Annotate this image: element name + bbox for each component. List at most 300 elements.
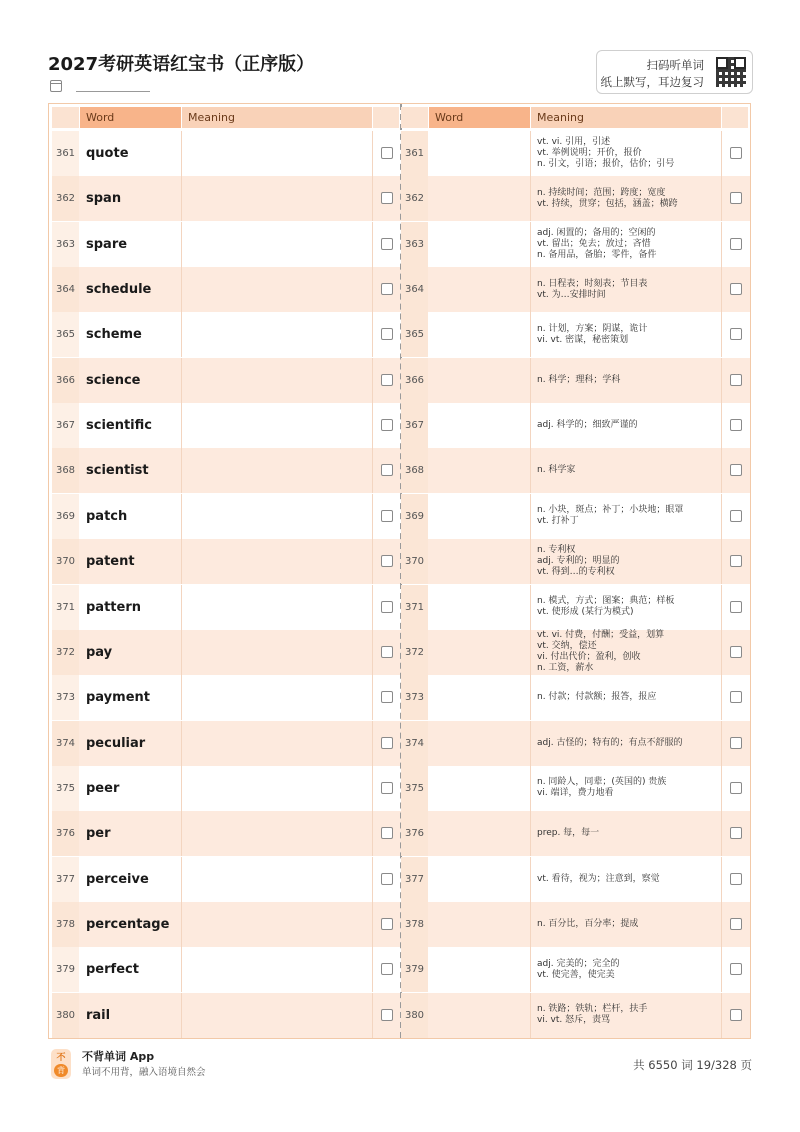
row-number: 361 bbox=[404, 148, 425, 159]
cell-separator bbox=[372, 267, 373, 312]
cell-separator bbox=[372, 857, 373, 902]
cell-separator bbox=[530, 766, 531, 811]
cell-separator bbox=[721, 993, 722, 1038]
row-number: 374 bbox=[404, 737, 425, 749]
row-number: 372 bbox=[55, 646, 76, 658]
row-number: 371 bbox=[55, 601, 76, 613]
cell-separator bbox=[530, 630, 531, 675]
meaning-line: vt. 持续，贯穿；包括，涵盖；横跨 bbox=[537, 198, 678, 209]
word-text: scientific bbox=[86, 418, 152, 434]
checkbox[interactable] bbox=[730, 283, 742, 295]
meaning-line: vt. 打补丁 bbox=[537, 516, 579, 527]
checkbox[interactable] bbox=[730, 419, 742, 431]
meaning-line: n. 小块，斑点；补丁；小块地；眼罩 bbox=[537, 505, 684, 516]
row-number: 380 bbox=[55, 1009, 76, 1021]
cell-separator bbox=[372, 494, 373, 539]
meaning-line: vt. vi. 引用，引述 bbox=[537, 137, 611, 147]
meaning-line: n. 专利权 bbox=[537, 545, 576, 556]
row-number: 366 bbox=[55, 374, 76, 386]
meaning-line: vt. 看待，视为；注意到，察觉 bbox=[537, 873, 660, 884]
row-number: 372 bbox=[404, 646, 425, 658]
row-number: 362 bbox=[55, 193, 76, 205]
date-row bbox=[50, 80, 150, 92]
meaning-text bbox=[537, 494, 719, 539]
word-row bbox=[52, 403, 401, 448]
meaning-line: n. 计划，方案；阴谋，诡计 bbox=[537, 323, 648, 334]
cell-separator bbox=[530, 857, 531, 902]
meaning-text bbox=[537, 176, 719, 221]
cell-separator bbox=[721, 539, 722, 584]
cell-separator bbox=[721, 630, 722, 675]
row-number: 361 bbox=[55, 148, 76, 159]
meaning-line: vt. 举例说明；开价，报价 bbox=[537, 148, 642, 158]
meaning-line: adj. 闲置的；备用的；空闲的 bbox=[537, 227, 656, 238]
row-number: 379 bbox=[55, 964, 76, 976]
checkbox[interactable] bbox=[730, 555, 742, 567]
cell-separator bbox=[530, 539, 531, 584]
word-row bbox=[52, 721, 401, 766]
header-word: Word bbox=[429, 107, 530, 128]
cell-separator bbox=[372, 358, 373, 403]
cell-separator bbox=[181, 222, 182, 267]
word-row bbox=[52, 630, 401, 675]
word-text: scientist bbox=[86, 463, 149, 479]
checkbox[interactable] bbox=[730, 918, 742, 930]
checkbox[interactable] bbox=[381, 782, 393, 794]
meaning-line: n. 百分比，百分率；提成 bbox=[537, 918, 639, 929]
cell-separator bbox=[372, 766, 373, 811]
qr-card[interactable] bbox=[596, 50, 753, 94]
meaning-line: n. 工资，薪水 bbox=[537, 663, 594, 674]
cell-separator bbox=[372, 947, 373, 992]
cell-separator bbox=[530, 267, 531, 312]
cell-separator bbox=[530, 993, 531, 1038]
meaning-row bbox=[401, 857, 750, 902]
meaning-line: vt. 使形成 (某行为模式) bbox=[537, 607, 634, 617]
cell-separator bbox=[721, 675, 722, 720]
row-number: 364 bbox=[55, 284, 76, 296]
cell-separator bbox=[181, 947, 182, 992]
meaning-row bbox=[401, 811, 750, 856]
checkbox[interactable] bbox=[381, 873, 393, 885]
cell-separator bbox=[721, 267, 722, 312]
cell-separator bbox=[372, 993, 373, 1038]
word-text: span bbox=[86, 191, 122, 207]
row-number: 378 bbox=[55, 918, 76, 930]
cell-separator bbox=[181, 811, 182, 856]
meaning-text bbox=[537, 312, 719, 357]
cell-separator bbox=[721, 947, 722, 992]
row-number: 370 bbox=[404, 556, 425, 568]
meaning-text bbox=[537, 403, 719, 448]
checkbox[interactable] bbox=[730, 737, 742, 749]
meaning-line: n. 引文，引语；报价，估价；引号 bbox=[537, 159, 675, 169]
row-number: 364 bbox=[404, 284, 425, 296]
cell-separator bbox=[372, 539, 373, 584]
page-title: 2027考研英语红宝书（正序版） bbox=[48, 54, 315, 75]
word-row bbox=[52, 993, 401, 1038]
word-text: per bbox=[86, 826, 111, 842]
meaning-text bbox=[537, 993, 719, 1038]
cell-separator bbox=[181, 721, 182, 766]
cell-separator bbox=[181, 585, 182, 630]
row-number: 366 bbox=[404, 374, 425, 386]
word-row bbox=[52, 131, 401, 176]
meaning-line: vt. 使完善，使完美 bbox=[537, 969, 615, 980]
word-row bbox=[52, 766, 401, 811]
row-number: 369 bbox=[404, 510, 425, 522]
word-text: patent bbox=[86, 554, 135, 570]
cell-separator bbox=[372, 312, 373, 357]
meaning-text bbox=[537, 267, 719, 312]
word-text: schedule bbox=[86, 282, 152, 298]
checkbox[interactable] bbox=[381, 464, 393, 476]
meaning-text bbox=[537, 947, 719, 992]
cell-separator bbox=[721, 585, 722, 630]
cell-separator bbox=[530, 721, 531, 766]
logo-bottom-char: 背 bbox=[54, 1064, 68, 1077]
meaning-row bbox=[401, 766, 750, 811]
qr-line-1: 扫码听单词 bbox=[646, 58, 704, 72]
row-number: 368 bbox=[55, 465, 76, 477]
cell-separator bbox=[721, 131, 722, 176]
checkbox[interactable] bbox=[381, 147, 393, 159]
row-number: 379 bbox=[404, 964, 425, 976]
checkbox[interactable] bbox=[730, 601, 742, 613]
meaning-line: adj. 完美的；完全的 bbox=[537, 958, 620, 969]
cell-separator bbox=[530, 811, 531, 856]
cell-separator bbox=[721, 721, 722, 766]
word-text: spare bbox=[86, 236, 128, 252]
meaning-text bbox=[537, 766, 719, 811]
checkbox[interactable] bbox=[730, 646, 742, 658]
meaning-line: n. 铁路；铁轨；栏杆，扶手 bbox=[537, 1004, 648, 1015]
cell-separator bbox=[181, 131, 182, 176]
row-number: 377 bbox=[404, 873, 425, 885]
cell-separator bbox=[181, 993, 182, 1038]
header-meaning: Meaning bbox=[182, 107, 372, 128]
meaning-row bbox=[401, 993, 750, 1038]
row-number: 373 bbox=[55, 692, 76, 704]
checkbox[interactable] bbox=[381, 192, 393, 204]
row-number: 367 bbox=[55, 420, 76, 432]
checkbox[interactable] bbox=[730, 827, 742, 839]
meaning-row bbox=[401, 176, 750, 221]
calendar-icon bbox=[50, 80, 62, 92]
meaning-line: n. 科学；理科；学科 bbox=[537, 374, 621, 385]
cell-separator bbox=[721, 902, 722, 947]
word-text: pattern bbox=[86, 599, 141, 615]
cell-separator bbox=[181, 539, 182, 584]
word-row bbox=[52, 902, 401, 947]
checkbox[interactable] bbox=[730, 963, 742, 975]
header-check-cell bbox=[722, 107, 748, 128]
cell-separator bbox=[181, 766, 182, 811]
row-number: 373 bbox=[404, 692, 425, 704]
meaning-line: vt. 得到…的专利权 bbox=[537, 567, 615, 578]
checkbox[interactable] bbox=[381, 1009, 393, 1021]
qr-code-icon[interactable] bbox=[716, 57, 746, 87]
cell-separator bbox=[721, 176, 722, 221]
cell-separator bbox=[372, 222, 373, 267]
checkbox[interactable] bbox=[381, 737, 393, 749]
cell-separator bbox=[530, 947, 531, 992]
meaning-row bbox=[401, 902, 750, 947]
cell-separator bbox=[372, 585, 373, 630]
checkbox[interactable] bbox=[381, 691, 393, 703]
meaning-text bbox=[537, 675, 719, 720]
cell-separator bbox=[181, 494, 182, 539]
row-number: 363 bbox=[404, 238, 425, 250]
meaning-row bbox=[401, 585, 750, 630]
meaning-line: adj. 科学的；细致严谨的 bbox=[537, 420, 638, 431]
row-number: 362 bbox=[404, 193, 425, 205]
cell-separator bbox=[530, 131, 531, 176]
row-number: 380 bbox=[404, 1009, 425, 1021]
word-row bbox=[52, 176, 401, 221]
meaning-text bbox=[537, 358, 719, 403]
word-row bbox=[52, 857, 401, 902]
cell-separator bbox=[721, 358, 722, 403]
meaning-line: vt. 交纳，偿还 bbox=[537, 641, 597, 652]
cell-separator bbox=[181, 857, 182, 902]
checkbox[interactable] bbox=[381, 510, 393, 522]
cell-separator bbox=[721, 811, 722, 856]
checkbox[interactable] bbox=[381, 283, 393, 295]
meaning-line: vi. vt. 密谋，秘密策划 bbox=[537, 334, 629, 345]
row-number: 365 bbox=[55, 329, 76, 341]
word-text: payment bbox=[86, 690, 150, 706]
cell-separator bbox=[181, 403, 182, 448]
meaning-row bbox=[401, 312, 750, 357]
checkbox[interactable] bbox=[381, 963, 393, 975]
row-number: 375 bbox=[404, 782, 425, 794]
cell-separator bbox=[372, 630, 373, 675]
checkbox[interactable] bbox=[730, 238, 742, 250]
page-info: 共 6550 词 19/328 页 bbox=[633, 1058, 752, 1072]
row-number: 375 bbox=[55, 782, 76, 794]
cell-separator bbox=[530, 902, 531, 947]
meaning-line: vt. 留出；免去；放过；吝惜 bbox=[537, 238, 651, 249]
app-logo bbox=[51, 1049, 71, 1079]
cell-separator bbox=[530, 176, 531, 221]
word-text: science bbox=[86, 372, 141, 388]
cell-separator bbox=[181, 675, 182, 720]
cell-separator bbox=[372, 448, 373, 493]
row-number: 371 bbox=[404, 601, 425, 613]
cell-separator bbox=[181, 448, 182, 493]
cell-separator bbox=[530, 403, 531, 448]
meaning-row bbox=[401, 539, 750, 584]
header-num-cell bbox=[401, 107, 428, 128]
cell-separator bbox=[721, 222, 722, 267]
meaning-line: adj. 专利的；明显的 bbox=[537, 556, 620, 567]
meaning-line: vi. 付出代价；盈利，创收 bbox=[537, 652, 641, 663]
word-row bbox=[52, 585, 401, 630]
meaning-text bbox=[537, 630, 719, 675]
meaning-line: n. 模式，方式；图案；典范；样板 bbox=[537, 596, 675, 606]
word-row bbox=[52, 358, 401, 403]
word-row bbox=[52, 267, 401, 312]
meaning-line: n. 日程表；时刻表；节目表 bbox=[537, 278, 648, 289]
meaning-text bbox=[537, 585, 719, 630]
cell-separator bbox=[721, 766, 722, 811]
checkbox[interactable] bbox=[381, 374, 393, 386]
cell-separator bbox=[181, 267, 182, 312]
checkbox[interactable] bbox=[381, 238, 393, 250]
cell-separator bbox=[530, 448, 531, 493]
checkbox[interactable] bbox=[381, 601, 393, 613]
meaning-text bbox=[537, 902, 719, 947]
cell-separator bbox=[530, 585, 531, 630]
row-number: 368 bbox=[404, 465, 425, 477]
word-row bbox=[52, 448, 401, 493]
meaning-text bbox=[537, 448, 719, 493]
word-row bbox=[52, 312, 401, 357]
cell-separator bbox=[372, 131, 373, 176]
meaning-text bbox=[537, 811, 719, 856]
meaning-row bbox=[401, 448, 750, 493]
cell-separator bbox=[721, 312, 722, 357]
checkbox[interactable] bbox=[730, 147, 742, 159]
cell-separator bbox=[721, 403, 722, 448]
cell-separator bbox=[372, 902, 373, 947]
word-text: percentage bbox=[86, 916, 170, 932]
app-name: 不背单词 App bbox=[82, 1050, 155, 1063]
checkbox[interactable] bbox=[730, 510, 742, 522]
meaning-line: n. 持续时间；范围；跨度；宽度 bbox=[537, 187, 666, 198]
checkbox[interactable] bbox=[381, 555, 393, 567]
qr-line-2: 纸上默写，耳边复习 bbox=[600, 75, 704, 89]
right-header bbox=[401, 107, 750, 128]
row-number: 374 bbox=[55, 737, 76, 749]
word-text: rail bbox=[86, 1007, 111, 1023]
row-number: 369 bbox=[55, 510, 76, 522]
meaning-line: vi. vt. 怒斥，责骂 bbox=[537, 1015, 611, 1026]
meaning-row bbox=[401, 721, 750, 766]
cell-separator bbox=[372, 721, 373, 766]
checkbox[interactable] bbox=[730, 374, 742, 386]
meaning-line: n. 同龄人，同辈；(英国的) 贵族 bbox=[537, 777, 667, 788]
word-text: peer bbox=[86, 780, 120, 796]
cell-separator bbox=[721, 448, 722, 493]
checkbox[interactable] bbox=[381, 646, 393, 658]
checkbox[interactable] bbox=[730, 691, 742, 703]
meaning-line: vt. 为…安排时间 bbox=[537, 289, 606, 300]
cell-separator bbox=[372, 811, 373, 856]
checkbox[interactable] bbox=[381, 419, 393, 431]
meaning-row bbox=[401, 494, 750, 539]
checkbox[interactable] bbox=[730, 782, 742, 794]
checkbox[interactable] bbox=[730, 328, 742, 340]
meaning-row bbox=[401, 267, 750, 312]
row-number: 367 bbox=[404, 420, 425, 432]
meaning-line: adj. 古怪的；特有的；有点不舒服的 bbox=[537, 737, 683, 748]
cell-separator bbox=[530, 358, 531, 403]
qr-text bbox=[601, 57, 705, 91]
checkbox[interactable] bbox=[730, 1009, 742, 1021]
meaning-row bbox=[401, 675, 750, 720]
word-text: peculiar bbox=[86, 735, 146, 751]
word-text: scheme bbox=[86, 327, 142, 343]
row-number: 363 bbox=[55, 238, 76, 250]
cell-separator bbox=[530, 675, 531, 720]
checkbox[interactable] bbox=[381, 827, 393, 839]
word-text: perceive bbox=[86, 871, 149, 887]
word-text: quote bbox=[86, 146, 129, 161]
cell-separator bbox=[181, 312, 182, 357]
cell-separator bbox=[721, 857, 722, 902]
date-blank-line bbox=[76, 81, 150, 92]
checkbox[interactable] bbox=[730, 192, 742, 204]
header-num-cell bbox=[52, 107, 79, 128]
word-sheet bbox=[48, 103, 751, 1039]
cell-separator bbox=[530, 222, 531, 267]
meaning-column bbox=[401, 104, 750, 1038]
cell-separator bbox=[181, 358, 182, 403]
checkbox[interactable] bbox=[730, 873, 742, 885]
meaning-text bbox=[537, 222, 719, 267]
row-number: 370 bbox=[55, 556, 76, 568]
cell-separator bbox=[181, 176, 182, 221]
meaning-line: n. 科学家 bbox=[537, 465, 576, 476]
word-row bbox=[52, 947, 401, 992]
meaning-line: vt. vi. 付费，付酬；受益，划算 bbox=[537, 630, 665, 641]
meaning-line: prep. 每，每一 bbox=[537, 828, 600, 839]
header-meaning: Meaning bbox=[531, 107, 721, 128]
word-row bbox=[52, 494, 401, 539]
word-text: pay bbox=[86, 644, 113, 660]
checkbox[interactable] bbox=[730, 464, 742, 476]
cell-separator bbox=[530, 312, 531, 357]
row-number: 365 bbox=[404, 329, 425, 341]
cell-separator bbox=[372, 176, 373, 221]
word-row bbox=[52, 222, 401, 267]
word-column bbox=[52, 104, 401, 1038]
checkbox[interactable] bbox=[381, 918, 393, 930]
app-tagline: 单词不用背，融入语境自然会 bbox=[82, 1067, 206, 1078]
meaning-row bbox=[401, 222, 750, 267]
cell-separator bbox=[721, 494, 722, 539]
word-row bbox=[52, 811, 401, 856]
word-text: patch bbox=[86, 508, 128, 524]
meaning-row bbox=[401, 403, 750, 448]
meaning-text bbox=[537, 721, 719, 766]
meaning-row bbox=[401, 358, 750, 403]
meaning-text bbox=[537, 857, 719, 902]
word-row bbox=[52, 675, 401, 720]
logo-top-char: 不 bbox=[56, 1053, 66, 1063]
row-number: 378 bbox=[404, 918, 425, 930]
meaning-line: n. 付款；付款额；报答，报应 bbox=[537, 692, 657, 703]
word-row bbox=[52, 539, 401, 584]
meaning-row bbox=[401, 947, 750, 992]
row-number: 376 bbox=[55, 828, 76, 840]
checkbox[interactable] bbox=[381, 328, 393, 340]
meaning-row bbox=[401, 630, 750, 675]
cell-separator bbox=[530, 494, 531, 539]
cell-separator bbox=[372, 403, 373, 448]
cell-separator bbox=[181, 630, 182, 675]
cell-separator bbox=[181, 902, 182, 947]
row-number: 377 bbox=[55, 873, 76, 885]
left-header bbox=[52, 107, 401, 128]
cell-separator bbox=[372, 675, 373, 720]
meaning-text bbox=[537, 539, 719, 584]
word-text: perfect bbox=[86, 962, 139, 978]
meaning-line: vi. 端详，费力地看 bbox=[537, 788, 614, 799]
row-number: 376 bbox=[404, 828, 425, 840]
